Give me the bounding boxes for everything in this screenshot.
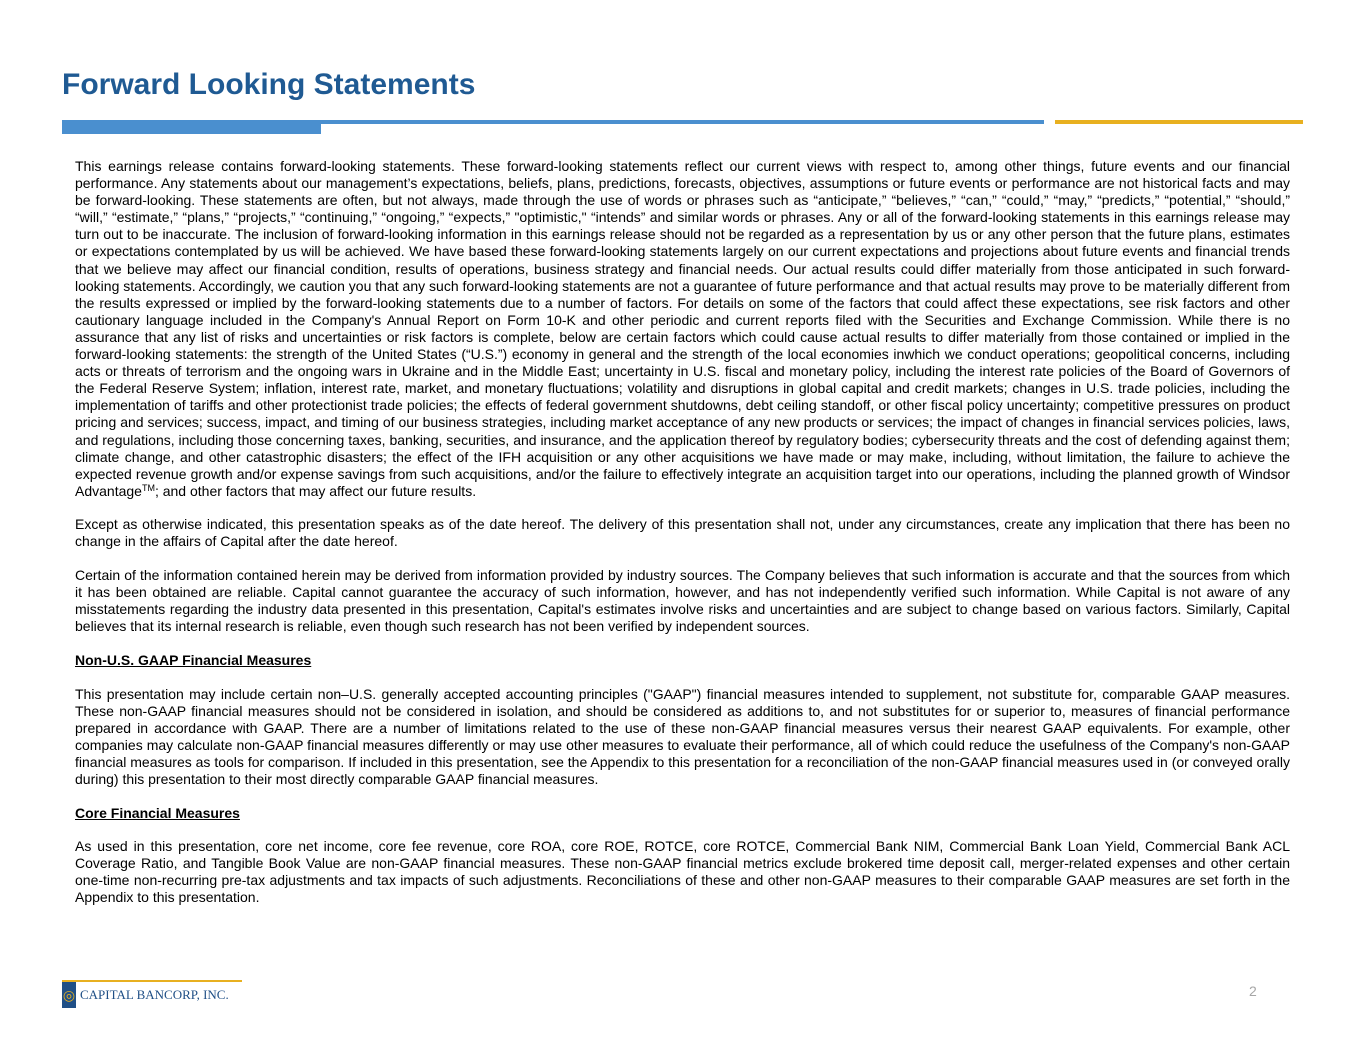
- paragraph-core-financial: As used in this presentation, core net income, core fee revenue, core ROA, core ROE, ROTCE, core ROTCE, Commercial Bank NIM, Commercial Bank Loan Yield, Commercial Bank ACL Coverage Ratio, and Tangible Book Value are non-GAAP financial measures. These non-GAAP financial metrics exclude brokered time deposit call, merger-related expenses and other certain one-time non-recurring pre-tax adjustments and tax impacts of such adjustments. Reconciliations of these and other non-GAAP measures to their comparable GAAP measures are set forth in the Appendix to this presentation.: [75, 838, 1290, 906]
- trademark-symbol: TM: [141, 482, 155, 493]
- paragraph-non-gaap: This presentation may include certain non–U.S. generally accepted accounting principles ("GAAP") financial measures intended to supplement, not substitute for, comparable GAAP measures. These non-GAAP financial measures should not be considered in isolation, and should be considered as additions to, and not substitutes for or superior to, measures of financial performance prepared in accordance with GAAP. There are a number of limitations related to the use of these non-GAAP financial measures versus their nearest GAAP equivalents. For example, other companies may calculate non-GAAP financial measures differently or may use other measures to evaluate their performance, all of which could reduce the usefulness of the Company's non-GAAP financial measures as tools for comparison. If included in this presentation, see the Appendix to this presentation for a reconciliation of the non-GAAP financial measures used in (or conveyed orally during) this presentation to their most directly comparable GAAP financial measures.: [75, 685, 1290, 787]
- logo-gold-bar: [62, 980, 242, 982]
- page-number: 2: [1249, 983, 1257, 999]
- heading-core-financial: Core Financial Measures: [75, 804, 240, 821]
- page-title: Forward Looking Statements: [62, 68, 476, 101]
- heading-non-gaap: Non-U.S. GAAP Financial Measures: [75, 651, 312, 668]
- paragraph-date-disclaimer: Except as otherwise indicated, this presentation speaks as of the date hereof. The delivery of this presentation shall not, under any circumstances, create any implication that there has been no change in the affairs of Capital after the date hereof.: [75, 516, 1290, 550]
- company-logo: [62, 980, 252, 1010]
- logo-text: CAPITAL BANCORP, INC.: [80, 987, 229, 1002]
- logo-mark-icon: ◎: [62, 982, 76, 1008]
- title-underline-blue: [321, 120, 1044, 124]
- paragraph-forward-looking-text: This earnings release contains forward-looking statements. These forward-looking statements reflect our current views with respect to, among other things, future events and our financial performance. Any statements about our management’s expectations, beliefs, plans, predictions, forecasts, objectives, assumptions or future events or performance are not historical facts and may be forward-looking. These statements are often, but not always, made through the use of words or phrases such as “anticipate,” “believes,” “can,” “could,” “may,” “predicts,” “potential,” “should,” “will,” “estimate,” “plans,” “projects,” “continuing,” “ongoing,” “expects,” "optimistic," “intends” and similar words or phrases. Any or all of the forward-looking statements in this earnings release may turn out to be inaccurate. The inclusion of forward-looking information in this earnings release should not be regarded as a representation by us or any other person that the future plans, estimates or expectations contemplated by us will be achieved. We have based these forward-looking statements largely on our current expectations and projections about future events and financial trends that we believe may affect our financial condition, results of operations, business strategy and financial needs. Our actual results could differ materially from those anticipated in such forward-looking statements. Accordingly, we caution you that any such forward-looking statements are not a guarantee of future performance and that actual results may prove to be materially different from the results expressed or implied by the forward-looking statements due to a number of factors. For details on some of the factors that could affect these expectations, see risk factors and other cautionary language included in the Company's Annual Report on Form 10-K and other periodic and current reports filed with the Securities and Exchange Commission. While there is no assurance that any list of risks and uncertainties or risk factors is complete, below are certain factors which could cause actual results to differ materially from those contained or implied in the forward-looking statements: the strength of the United States (“U.S.”) economy in general and the strength of the local economies inwhich we conduct operations; geopolitical concerns, including acts or threats of terrorism and the ongoing wars in Ukraine and in the Middle East; uncertainty in U.S. fiscal and monetary policy, including the interest rate policies of the Board of Governors of the Federal Reserve System; inflation, interest rate, market, and monetary fluctuations; volatility and disruptions in global capital and credit markets; changes in U.S. trade policies, including the implementation of tariffs and other protectionist trade policies; the effects of federal government shutdowns, debt ceiling standoff, or other fiscal policy uncertainty; competitive pressures on product pricing and services; success, impact, and timing of our business strategies, including market acceptance of any new products or services; the impact of changes in financial services policies, laws, and regulations, including those concerning taxes, banking, securities, and insurance, and the application thereof by regulatory bodies; cybersecurity threats and the cost of defending against them; climate change, and other catastrophic disasters; the effect of the IFH acquisition or any other acquisitions we have made or may make, including, without limitation, the failure to achieve the expected revenue growth and/or expense savings from such acquisitions, and/or the failure to effectively integrate an acquisition target into our operations, including the planned growth of Windsor Advantage: [75, 158, 1290, 499]
- paragraph-forward-looking: [75, 158, 1290, 500]
- title-underline-gold: [1055, 120, 1303, 124]
- body-text: [75, 158, 1290, 923]
- paragraph-forward-looking-end: ; and other factors that may affect our future results.: [154, 482, 477, 499]
- title-underline-thick: [62, 120, 321, 134]
- paragraph-industry-sources: Certain of the information contained herein may be derived from information provided by industry sources. The Company believes that such information is accurate and that the sources from which it has been obtained are reliable. Capital cannot guarantee the accuracy of such information, however, and has not independently verified such information. While Capital is not aware of any misstatements regarding the industry data presented in this presentation, Capital's estimates involve risks and uncertainties and are subject to change based on various factors. Similarly, Capital believes that its internal research is reliable, even though such research has not been verified by independent sources.: [75, 567, 1290, 635]
